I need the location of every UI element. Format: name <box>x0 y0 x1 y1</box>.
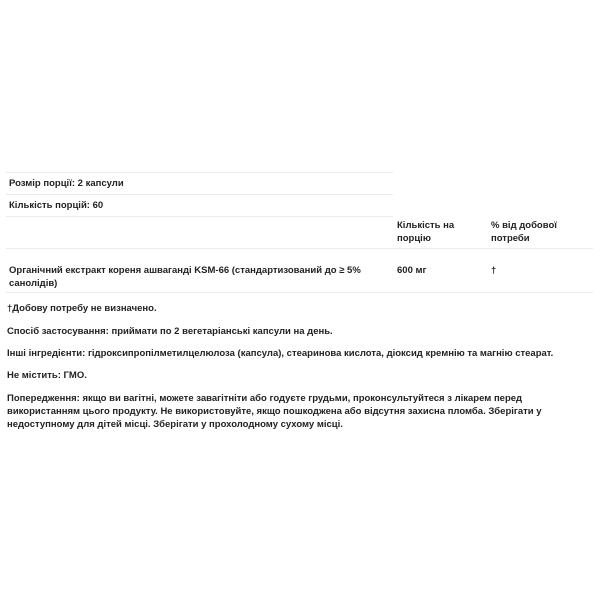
serving-facts <box>6 172 393 217</box>
servings-per-container: Кількість порцій: 60 <box>6 194 393 217</box>
ingredient-amount: 600 мг <box>397 265 427 276</box>
other-ingredients: Інші інгредієнти: гідроксипропілметилцелюлоза (капсула), стеаринова кислота, діоксид кремнію та магнію стеарат. <box>7 348 554 359</box>
supplement-facts-table <box>6 215 593 293</box>
table-header <box>6 215 593 249</box>
daily-value-footnote: †Добову потребу не визначено. <box>7 303 157 314</box>
header-amount-per-serving: Кількість на порцію <box>397 220 455 244</box>
ingredient-daily-value: † <box>491 265 497 276</box>
gmo-statement: Не містить: ГМО. <box>7 370 87 381</box>
serving-size: Розмір порції: 2 капсули <box>6 172 393 194</box>
ingredient-name: Органічний екстракт кореня ашваганді KSM-66 (стандартизований до ≥ 5% санолідів) <box>9 265 361 289</box>
usage-directions: Спосіб застосування: приймати по 2 вегетаріанські капсули на день. <box>7 326 333 337</box>
warning-text: Попередження: якщо ви вагітні, можете завагітніти або годуєте грудьми, проконсультуйтеся з лікарем перед використанням цього продукту. Не використовуйте, якщо пошкоджена або відсутня захисна пломба. Зберігати у недоступному для дітей місці. Зберігати у прохолодному сухому місці. <box>7 393 542 430</box>
table-row <box>6 249 593 293</box>
header-daily-value: % від добової потреби <box>491 220 557 244</box>
